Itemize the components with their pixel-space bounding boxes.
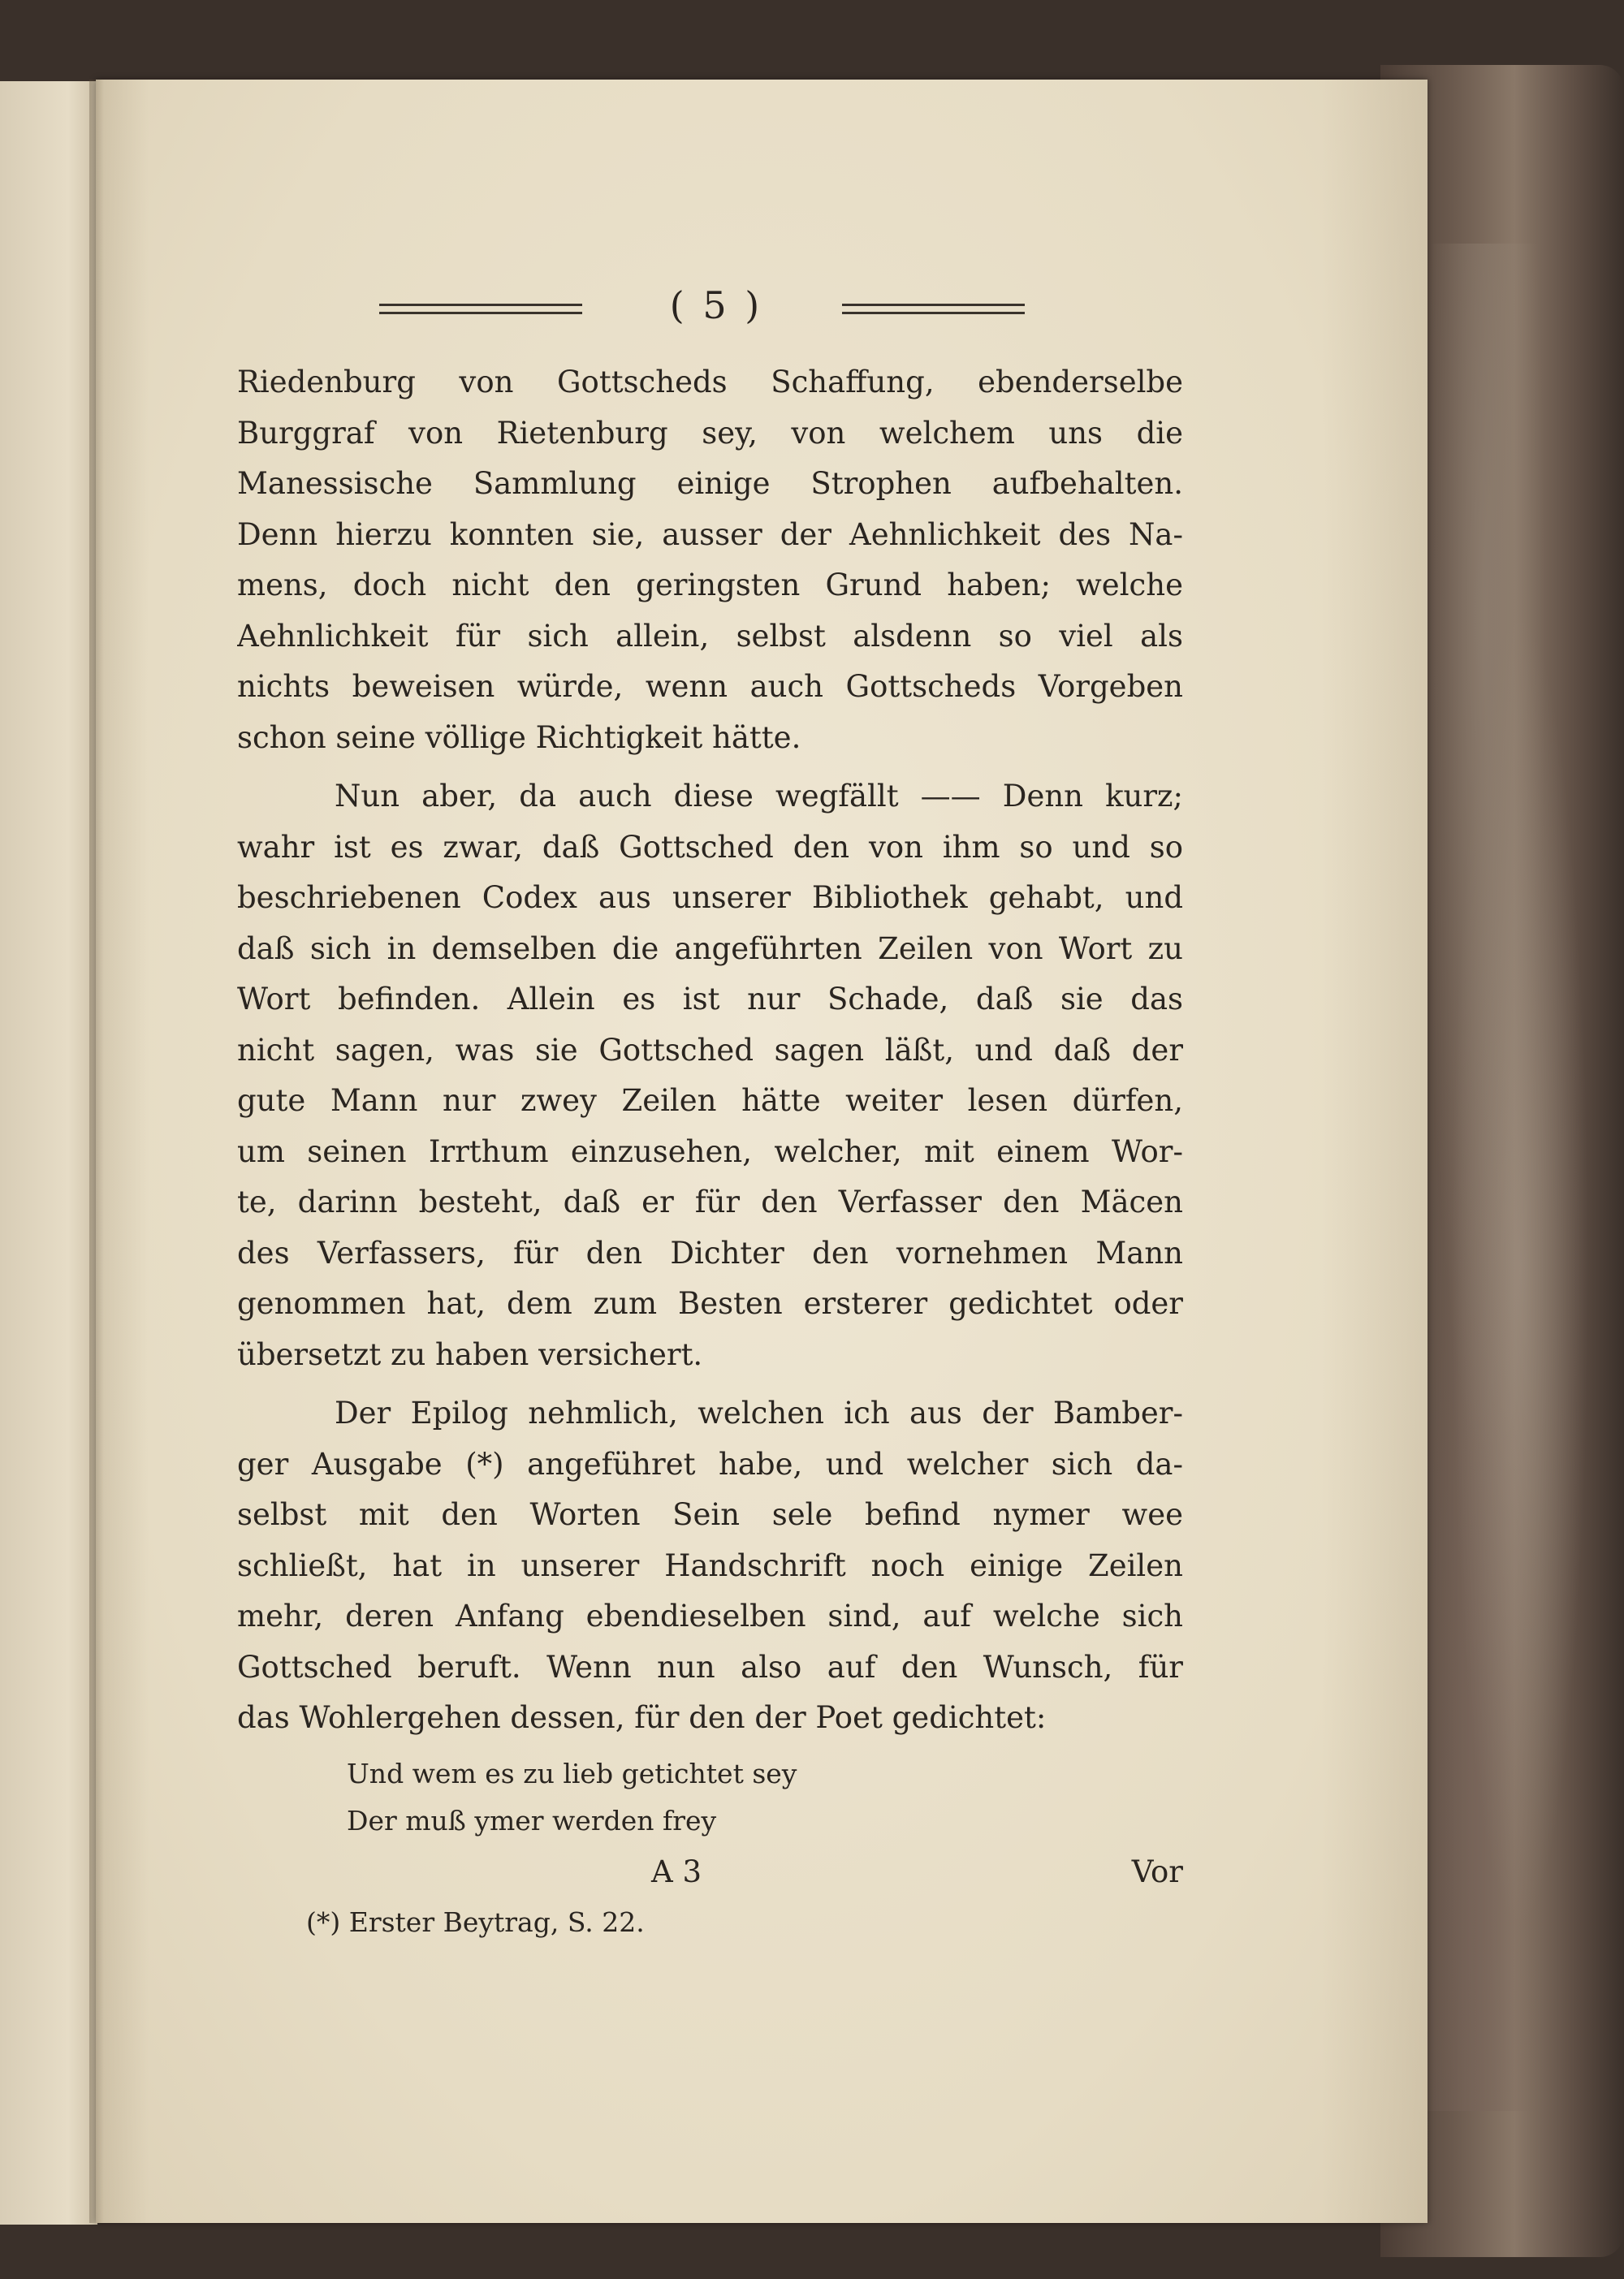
- text-line: schließt, hat in unserer Handschrift noch einige Zeilen: [237, 1547, 1183, 1583]
- text-line: Gottsched beruft. Wenn nun also auf den Wunsch, für: [237, 1649, 1183, 1685]
- footnote: (*) Erster Beytrag, S. 22.: [306, 1906, 645, 1938]
- printer-signature: A 3: [651, 1854, 702, 1889]
- text-line: wahr ist es zwar, daß Gottsched den von ihm so und so: [237, 829, 1183, 865]
- text-line: des Verfassers, für den Dichter den vornehmen Mann: [237, 1235, 1183, 1271]
- text-line: gute Mann nur zwey Zeilen hätte weiter lesen dürfen,: [237, 1083, 1183, 1118]
- text-line: daß sich in demselben die angeführten Zeilen von Wort zu: [237, 930, 1183, 966]
- text-line: mehr, deren Anfang ebendieselben sind, auf welche sich: [237, 1599, 1183, 1634]
- page-header: [237, 276, 1183, 341]
- text-line: nicht sagen, was sie Gottsched sagen läßt, und daß der: [237, 1032, 1183, 1068]
- text-line: te, darinn besteht, daß er für den Verfasser den Mäcen: [237, 1185, 1183, 1219]
- text-line: Nun aber, da auch diese wegfällt —— Denn kurz;: [335, 779, 1183, 814]
- facing-page-edge: [0, 81, 97, 2225]
- paragraph-3: [237, 1388, 1183, 1744]
- page-text: [237, 276, 1183, 1947]
- paragraph-1: [237, 357, 1183, 763]
- signature-row: [237, 1846, 1183, 1898]
- text-line: übersetzt zu haben versichert.: [237, 1336, 703, 1372]
- page-number: ( 5 ): [669, 283, 763, 327]
- verse-line: Der muß ymer werden frey: [347, 1804, 717, 1837]
- text-line: selbst mit den Worten Sein sele befind nymer wee: [237, 1497, 1183, 1532]
- text-line: schon seine völlige Richtigkeit hätte.: [237, 719, 801, 755]
- text-line: Wort befinden. Allein es ist nur Schade, daß sie das: [237, 982, 1183, 1016]
- paragraph-2: [237, 771, 1183, 1380]
- page-gutter: [89, 80, 104, 2223]
- text-line: Manessische Sammlung einige Strophen aufbehalten.: [237, 466, 1183, 501]
- text-line: genommen hat, dem zum Besten ersterer gedichtet oder: [237, 1286, 1183, 1321]
- marbled-cover-texture: [1413, 244, 1592, 2111]
- text-line: Der Epilog nehmlich, welchen ich aus der Bamber-: [335, 1396, 1183, 1431]
- header-rule-right: [842, 304, 1025, 314]
- text-line: mens, doch nicht den geringsten Grund haben; welche: [237, 568, 1183, 602]
- text-line: Burggraf von Rietenburg sey, von welchem uns die: [237, 415, 1183, 451]
- text-line: ger Ausgabe (*) angeführet habe, und welcher sich da-: [237, 1446, 1183, 1482]
- text-line: Riedenburg von Gottscheds Schaffung, ebenderselbe: [237, 365, 1183, 399]
- text-line: um seinen Irrthum einzusehen, welcher, mit einem Wor-: [237, 1133, 1183, 1169]
- verse-line: Und wem es zu lieb getichtet sey: [347, 1757, 797, 1789]
- text-line: beschriebenen Codex aus unserer Bibliothek gehabt, und: [237, 880, 1183, 915]
- text-line: Aehnlichkeit für sich allein, selbst alsdenn so viel als: [237, 618, 1183, 654]
- header-rule-left: [379, 304, 582, 314]
- text-line: das Wohlergehen dessen, für den der Poet gedichtet:: [237, 1700, 1047, 1735]
- verse-quote: [347, 1750, 1183, 1845]
- text-line: Denn hierzu konnten sie, ausser der Aehnlichkeit des Na-: [237, 516, 1183, 552]
- text-line: nichts beweisen würde, wenn auch Gottscheds Vorgeben: [237, 669, 1183, 704]
- catchword: Vor: [1131, 1854, 1183, 1889]
